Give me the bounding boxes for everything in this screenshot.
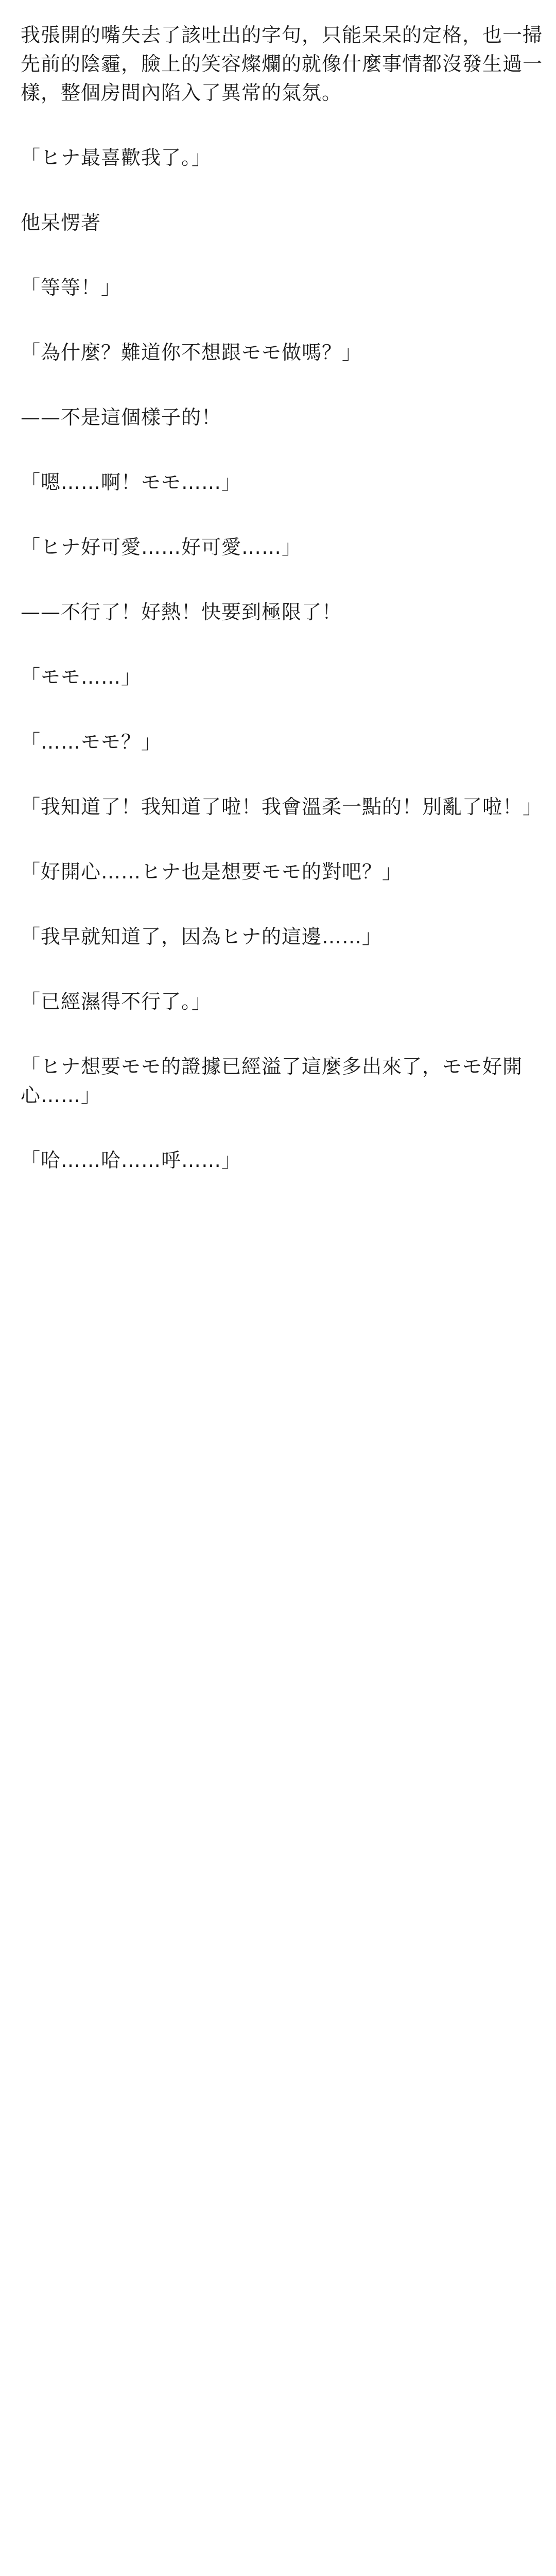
paragraph-17: 「哈……哈……呼……」	[21, 1149, 242, 1172]
paragraph-16: 「ヒナ想要モモ的證據已經溢了這麼多出來了，モモ好開心……」	[21, 1055, 523, 1107]
paragraph-15: 「已經濕得不行了。」	[21, 990, 212, 1013]
paragraph-14: 「我早就知道了，因為ヒナ的這邊……」	[21, 925, 383, 948]
paragraph-8: 「ヒナ好可愛……好可愛……」	[21, 536, 302, 558]
paragraph-4: 「等等！」	[21, 276, 121, 299]
paragraph-11: 「……モモ？」	[21, 731, 162, 753]
paragraph-2: 「ヒナ最喜歡我了。」	[21, 146, 212, 169]
paragraph-6: ——不是這個樣子的！	[21, 406, 222, 429]
paragraph-9: ——不行了！好熱！快要到極限了！	[21, 601, 342, 623]
paragraph-7: 「嗯……啊！モモ……」	[21, 471, 242, 494]
paragraph-1: 我張開的嘴失去了該吐出的字句，只能呆呆的定格，也一掃先前的陰霾，臉上的笑容燦爛的就像什麼事情都沒發生過一樣，整個房間內陷入了異常的氣氛。	[21, 24, 543, 104]
paragraph-3: 他呆愣著	[21, 211, 101, 234]
paragraph-10: 「モモ……」	[21, 666, 142, 688]
paragraph-12: 「我知道了！我知道了啦！我會溫柔一點的！別亂了啦！」	[21, 795, 543, 818]
paragraph-13: 「好開心……ヒナ也是想要モモ的對吧？」	[21, 860, 403, 883]
paragraph-5: 「為什麼？難道你不想跟モモ做嗎？」	[21, 341, 362, 364]
